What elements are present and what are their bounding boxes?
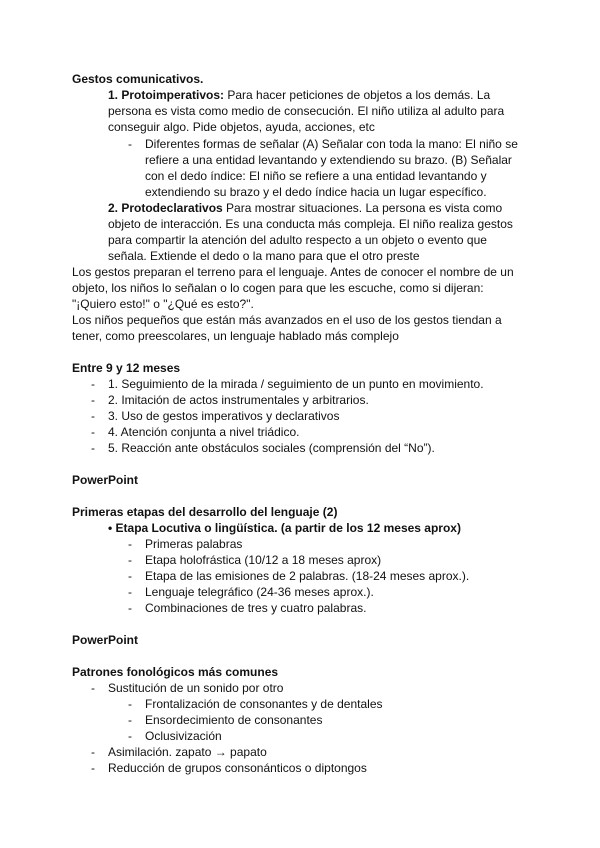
list-dash: - xyxy=(91,377,95,391)
list-item-continuation: con el dedo índice: El niño se refiere a una entidad levantando y xyxy=(145,169,487,183)
list-dash: - xyxy=(128,713,132,727)
list-item: Sustitución de un sonido por otro xyxy=(108,681,284,695)
paragraph-line: Los niños pequeños que están más avanzados en el uso de los gestos tiendan a xyxy=(72,313,502,327)
list-item: 2. Imitación de actos instrumentales y arbitrarios. xyxy=(108,393,369,407)
section-title: Patrones fonológicos más comunes xyxy=(72,665,279,679)
list-dash: - xyxy=(91,441,95,455)
list-dash: - xyxy=(91,761,95,775)
paragraph-line: objeto, los niños lo señalan o lo cogen para que les escuche, como si dijeran: xyxy=(72,281,484,295)
paragraph-line: "¡Quiero esto!" o "¿Qué es esto?". xyxy=(72,297,254,311)
paragraph-line: para compartir la atención del adulto respecto a un objeto o evento que xyxy=(108,233,487,247)
paragraph-line: conseguir algo. Pide objetos, ayuda, acciones, etc xyxy=(108,120,375,134)
protodeclarativos-text: Para mostrar situaciones. La persona es vista como xyxy=(222,201,503,215)
list-item: Reducción de grupos consonánticos o diptongos xyxy=(108,761,367,775)
list-item-continuation: refiere a una entidad levantando y extendiendo su brazo. (B) Señalar xyxy=(145,153,512,167)
paragraph-line: señala. Extiende el dedo o la mano para que el otro preste xyxy=(108,249,420,263)
list-item: Combinaciones de tres y cuatro palabras. xyxy=(145,601,367,615)
list-item: Etapa de las emisiones de 2 palabras. (18-24 meses aprox.). xyxy=(145,569,470,583)
list-item: 1. Seguimiento de la mirada / seguimiento de un punto en movimiento. xyxy=(108,377,484,391)
list-dash: - xyxy=(91,393,95,407)
list-dash: - xyxy=(91,745,95,759)
section-title: Gestos comunicativos. xyxy=(72,72,204,86)
list-dash: - xyxy=(128,137,132,151)
list-item: 5. Reacción ante obstáculos sociales (comprensión del “No”). xyxy=(108,441,435,455)
list-item: Diferentes formas de señalar (A) Señalar con toda la mano: El niño se xyxy=(145,137,518,151)
protodeclarativos-label: 2. Protodeclarativos xyxy=(108,201,223,215)
list-dash: - xyxy=(128,601,132,615)
list-item: 3. Uso de gestos imperativos y declarativos xyxy=(108,409,340,423)
protodeclarativos-line xyxy=(108,201,502,216)
section-title: Entre 9 y 12 meses xyxy=(72,361,181,375)
list-dash: - xyxy=(91,409,95,423)
list-dash: - xyxy=(128,729,132,743)
list-item: Oclusivización xyxy=(145,729,222,743)
powerpoint-heading: PowerPoint xyxy=(72,633,139,647)
list-item: Lenguaje telegráfico (24-36 meses aprox.). xyxy=(145,585,374,599)
protoimperativos-text: Para hacer peticiones de objetos a los demás. La xyxy=(224,88,491,102)
list-item-continuation: extendiendo su brazo y el dedo índice hacia un lugar específico. xyxy=(145,185,487,199)
powerpoint-heading: PowerPoint xyxy=(72,473,139,487)
list-item: Etapa holofrástica (10/12 a 18 meses aprox) xyxy=(145,553,382,567)
list-dash: - xyxy=(91,681,95,695)
protoimperativos-line xyxy=(108,88,490,103)
list-dash: - xyxy=(128,537,132,551)
list-dash: - xyxy=(128,585,132,599)
list-dash: - xyxy=(128,569,132,583)
section-title: Primeras etapas del desarrollo del lenguaje (2) xyxy=(72,505,338,519)
protoimperativos-label: 1. Protoimperativos: xyxy=(108,88,225,102)
list-dash: - xyxy=(128,553,132,567)
paragraph-line: persona es vista como medio de consecución. El niño utiliza al adulto para xyxy=(108,104,505,118)
paragraph-line: Los gestos preparan el terreno para el lenguaje. Antes de conocer el nombre de un xyxy=(72,265,514,279)
list-item: Primeras palabras xyxy=(145,537,243,551)
list-item: Ensordecimiento de consonantes xyxy=(145,713,323,727)
paragraph-line: objeto de interacción. Es una conducta más compleja. El niño realiza gestos xyxy=(108,217,513,231)
list-item: Asimilación. zapato → papato xyxy=(108,745,267,759)
list-item: Frontalización de consonantes y de dentales xyxy=(145,697,383,711)
bullet-item: • Etapa Locutiva o lingüística. (a partir de los 12 meses aprox) xyxy=(108,521,461,535)
list-item: 4. Atención conjunta a nivel triádico. xyxy=(108,425,300,439)
list-dash: - xyxy=(128,697,132,711)
list-dash: - xyxy=(91,425,95,439)
paragraph-line: tener, como preescolares, un lenguaje hablado más complejo xyxy=(72,329,399,343)
